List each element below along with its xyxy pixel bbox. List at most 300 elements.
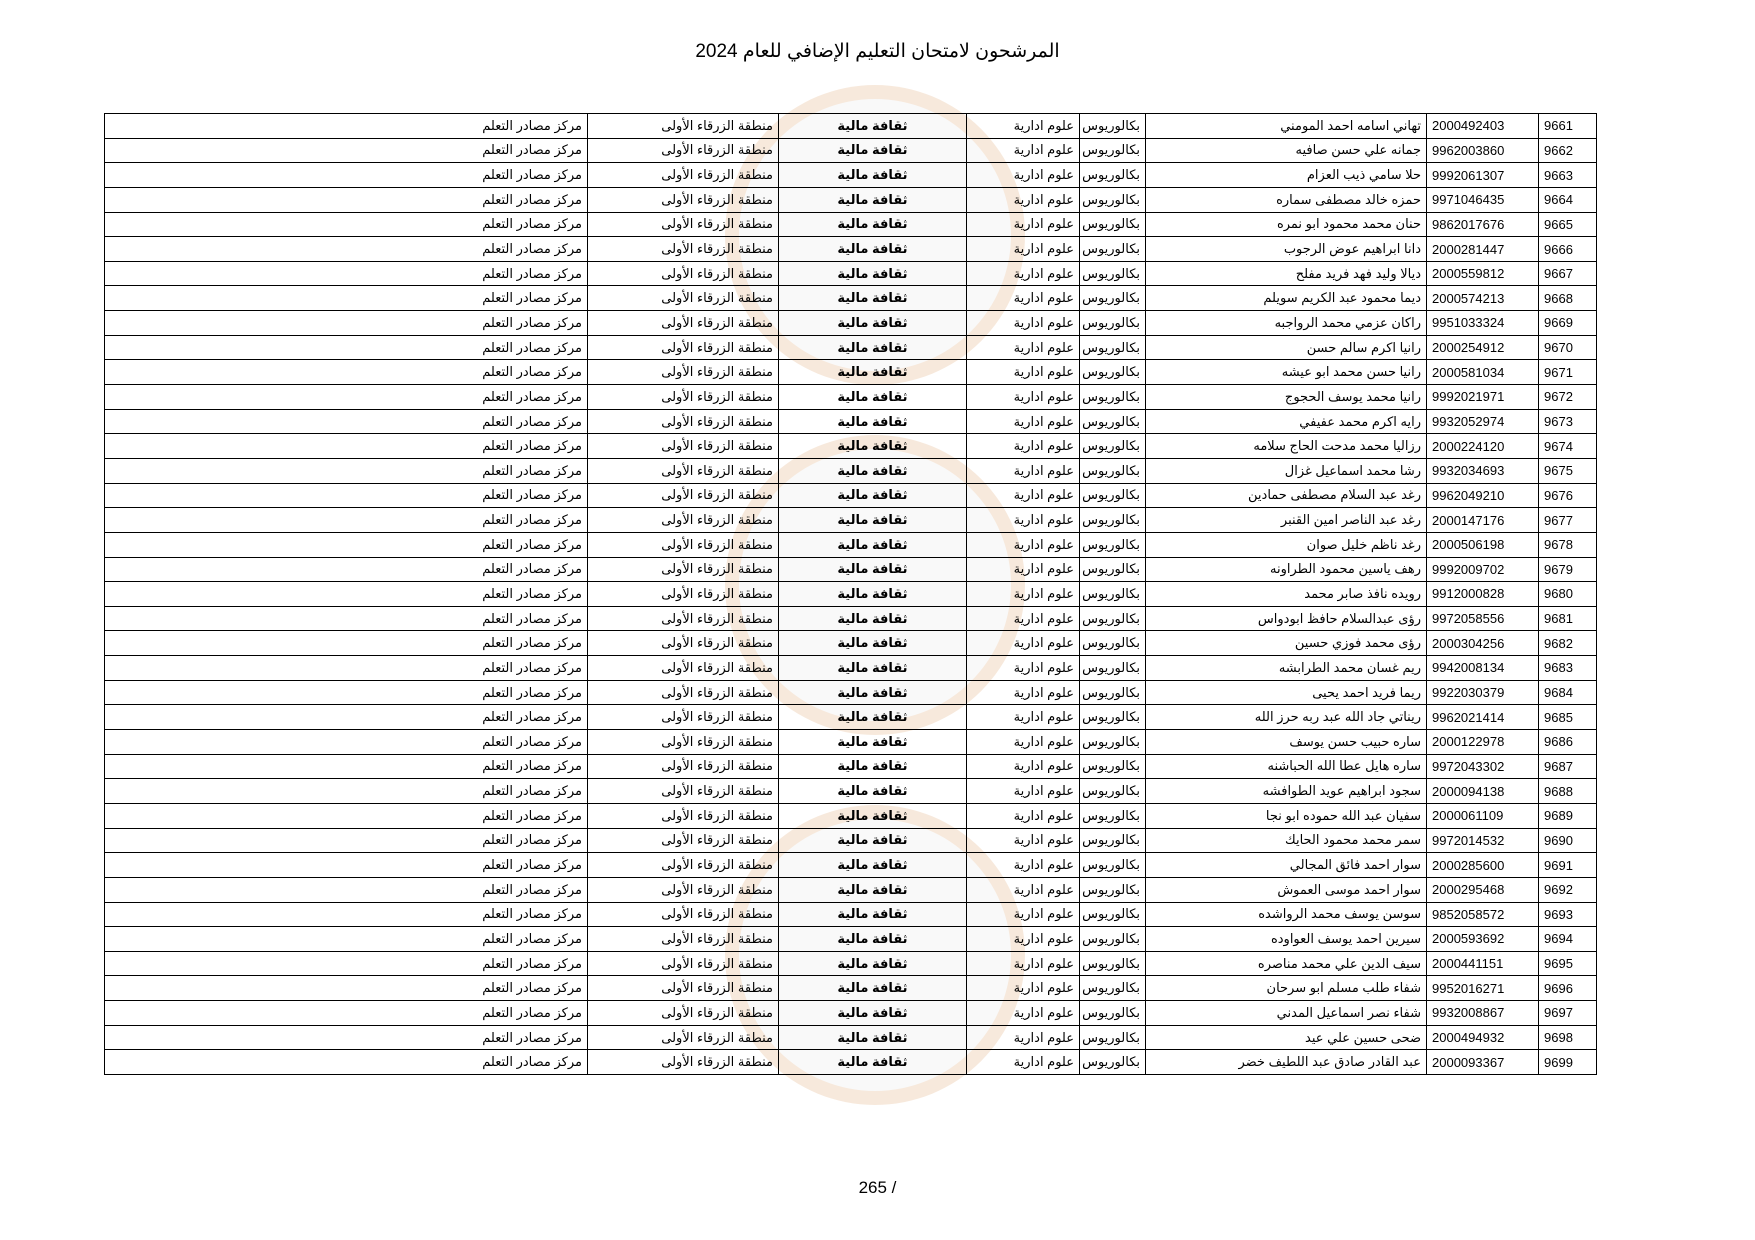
cell-category: ثقافة مالية: [779, 237, 967, 262]
cell-sequence: 9699: [1539, 1050, 1597, 1075]
cell-region: منطقة الزرقاء الأولى: [588, 582, 779, 607]
page-number: 265 /: [858, 1178, 897, 1197]
candidates-table: [104, 113, 1597, 1075]
cell-sequence: 9684: [1539, 680, 1597, 705]
cell-national-id: 9992061307: [1427, 163, 1539, 188]
cell-region: منطقة الزرقاء الأولى: [588, 434, 779, 459]
cell-category: ثقافة مالية: [779, 853, 967, 878]
table-row: [105, 680, 1597, 705]
cell-degree: بكالوريوس: [1080, 582, 1146, 607]
cell-degree: بكالوريوس: [1080, 828, 1146, 853]
cell-national-id: 2000574213: [1427, 286, 1539, 311]
cell-category: ثقافة مالية: [779, 138, 967, 163]
table-row: [105, 1001, 1597, 1026]
cell-national-id: 2000494932: [1427, 1025, 1539, 1050]
cell-candidate-name: ريناتي جاد الله عبد ربه حرز الله: [1146, 705, 1427, 730]
cell-field: علوم ادارية: [967, 754, 1080, 779]
cell-national-id: 2000285600: [1427, 853, 1539, 878]
cell-exam-center: مركز مصادر التعلم: [105, 606, 588, 631]
cell-national-id: 9852058572: [1427, 902, 1539, 927]
cell-region: منطقة الزرقاء الأولى: [588, 1025, 779, 1050]
cell-candidate-name: رايه اكرم محمد عفيفي: [1146, 409, 1427, 434]
table-row: [105, 902, 1597, 927]
cell-field: علوم ادارية: [967, 1001, 1080, 1026]
cell-candidate-name: سفيان عبد الله حموده ابو نجا: [1146, 803, 1427, 828]
cell-degree: بكالوريوس: [1080, 877, 1146, 902]
cell-sequence: 9662: [1539, 138, 1597, 163]
cell-exam-center: مركز مصادر التعلم: [105, 1001, 588, 1026]
cell-exam-center: مركز مصادر التعلم: [105, 385, 588, 410]
cell-region: منطقة الزرقاء الأولى: [588, 138, 779, 163]
cell-candidate-name: حنان محمد محمود ابو نمره: [1146, 212, 1427, 237]
cell-sequence: 9671: [1539, 360, 1597, 385]
cell-sequence: 9682: [1539, 631, 1597, 656]
cell-exam-center: مركز مصادر التعلم: [105, 237, 588, 262]
cell-national-id: 2000559812: [1427, 261, 1539, 286]
cell-region: منطقة الزرقاء الأولى: [588, 532, 779, 557]
cell-degree: بكالوريوس: [1080, 212, 1146, 237]
cell-category: ثقافة مالية: [779, 754, 967, 779]
cell-category: ثقافة مالية: [779, 409, 967, 434]
cell-degree: بكالوريوس: [1080, 114, 1146, 139]
cell-category: ثقافة مالية: [779, 779, 967, 804]
cell-national-id: 2000094138: [1427, 779, 1539, 804]
cell-field: علوم ادارية: [967, 261, 1080, 286]
cell-exam-center: مركز مصادر التعلم: [105, 212, 588, 237]
cell-sequence: 9663: [1539, 163, 1597, 188]
cell-category: ثقافة مالية: [779, 114, 967, 139]
table-row: [105, 508, 1597, 533]
cell-region: منطقة الزرقاء الأولى: [588, 730, 779, 755]
cell-degree: بكالوريوس: [1080, 434, 1146, 459]
cell-category: ثقافة مالية: [779, 951, 967, 976]
cell-sequence: 9689: [1539, 803, 1597, 828]
cell-candidate-name: سيف الدين علي محمد مناصره: [1146, 951, 1427, 976]
cell-category: ثقافة مالية: [779, 902, 967, 927]
cell-sequence: 9666: [1539, 237, 1597, 262]
cell-exam-center: مركز مصادر التعلم: [105, 261, 588, 286]
cell-sequence: 9691: [1539, 853, 1597, 878]
cell-degree: بكالوريوس: [1080, 779, 1146, 804]
cell-field: علوم ادارية: [967, 409, 1080, 434]
cell-region: منطقة الزرقاء الأولى: [588, 754, 779, 779]
cell-field: علوم ادارية: [967, 1025, 1080, 1050]
cell-candidate-name: رانيا محمد يوسف الحجوج: [1146, 385, 1427, 410]
cell-exam-center: مركز مصادر التعلم: [105, 187, 588, 212]
cell-category: ثقافة مالية: [779, 335, 967, 360]
table-row: [105, 1050, 1597, 1075]
table-row: [105, 853, 1597, 878]
cell-candidate-name: ديما محمود عبد الكريم سويلم: [1146, 286, 1427, 311]
cell-candidate-name: سيرين احمد يوسف العواوده: [1146, 927, 1427, 952]
cell-candidate-name: رزاليا محمد مدحت الحاج سلامه: [1146, 434, 1427, 459]
cell-region: منطقة الزرقاء الأولى: [588, 680, 779, 705]
cell-sequence: 9674: [1539, 434, 1597, 459]
cell-candidate-name: ريما فريد احمد يحيى: [1146, 680, 1427, 705]
cell-sequence: 9678: [1539, 532, 1597, 557]
cell-candidate-name: شفاء نصر اسماعيل المدني: [1146, 1001, 1427, 1026]
cell-exam-center: مركز مصادر التعلم: [105, 754, 588, 779]
cell-national-id: 9862017676: [1427, 212, 1539, 237]
cell-exam-center: مركز مصادر التعلم: [105, 853, 588, 878]
cell-category: ثقافة مالية: [779, 163, 967, 188]
cell-candidate-name: حمزه خالد مصطفى سماره: [1146, 187, 1427, 212]
cell-category: ثقافة مالية: [779, 261, 967, 286]
table-row: [105, 434, 1597, 459]
cell-region: منطقة الزرقاء الأولى: [588, 779, 779, 804]
cell-exam-center: مركز مصادر التعلم: [105, 163, 588, 188]
cell-degree: بكالوريوس: [1080, 1050, 1146, 1075]
cell-degree: بكالوريوس: [1080, 163, 1146, 188]
table-row: [105, 582, 1597, 607]
cell-field: علوم ادارية: [967, 483, 1080, 508]
cell-region: منطقة الزرقاء الأولى: [588, 1050, 779, 1075]
page-title: المرشحون لامتحان التعليم الإضافي للعام 2024: [695, 41, 1060, 62]
cell-exam-center: مركز مصادر التعلم: [105, 335, 588, 360]
cell-degree: بكالوريوس: [1080, 705, 1146, 730]
cell-candidate-name: ريم غسان محمد الطرابشه: [1146, 656, 1427, 681]
cell-sequence: 9693: [1539, 902, 1597, 927]
cell-category: ثقافة مالية: [779, 286, 967, 311]
table-row: [105, 237, 1597, 262]
cell-category: ثقافة مالية: [779, 483, 967, 508]
cell-field: علوم ادارية: [967, 877, 1080, 902]
cell-field: علوم ادارية: [967, 508, 1080, 533]
cell-region: منطقة الزرقاء الأولى: [588, 631, 779, 656]
cell-sequence: 9669: [1539, 311, 1597, 336]
cell-exam-center: مركز مصادر التعلم: [105, 311, 588, 336]
cell-region: منطقة الزرقاء الأولى: [588, 458, 779, 483]
cell-national-id: 2000224120: [1427, 434, 1539, 459]
cell-category: ثقافة مالية: [779, 976, 967, 1001]
cell-category: ثقافة مالية: [779, 680, 967, 705]
cell-exam-center: مركز مصادر التعلم: [105, 114, 588, 139]
cell-degree: بكالوريوس: [1080, 138, 1146, 163]
cell-category: ثقافة مالية: [779, 508, 967, 533]
table-row: [105, 187, 1597, 212]
table-row: [105, 114, 1597, 139]
cell-field: علوم ادارية: [967, 606, 1080, 631]
cell-national-id: 9972043302: [1427, 754, 1539, 779]
table-row: [105, 138, 1597, 163]
cell-category: ثقافة مالية: [779, 532, 967, 557]
cell-degree: بكالوريوس: [1080, 976, 1146, 1001]
table-row: [105, 385, 1597, 410]
cell-candidate-name: ساره حبيب حسن يوسف: [1146, 730, 1427, 755]
cell-field: علوم ادارية: [967, 779, 1080, 804]
cell-degree: بكالوريوس: [1080, 927, 1146, 952]
cell-sequence: 9680: [1539, 582, 1597, 607]
cell-field: علوم ادارية: [967, 557, 1080, 582]
cell-candidate-name: رانيا حسن محمد ابو عيشه: [1146, 360, 1427, 385]
cell-sequence: 9681: [1539, 606, 1597, 631]
cell-candidate-name: رغد ناظم خليل صوان: [1146, 532, 1427, 557]
cell-exam-center: مركز مصادر التعلم: [105, 557, 588, 582]
cell-national-id: 9952016271: [1427, 976, 1539, 1001]
cell-category: ثقافة مالية: [779, 631, 967, 656]
cell-degree: بكالوريوس: [1080, 483, 1146, 508]
cell-exam-center: مركز مصادر التعلم: [105, 1050, 588, 1075]
cell-candidate-name: رهف ياسين محمود الطراونه: [1146, 557, 1427, 582]
cell-field: علوم ادارية: [967, 163, 1080, 188]
cell-degree: بكالوريوس: [1080, 853, 1146, 878]
cell-region: منطقة الزرقاء الأولى: [588, 803, 779, 828]
cell-candidate-name: سمر محمد محمود الحايك: [1146, 828, 1427, 853]
cell-field: علوم ادارية: [967, 138, 1080, 163]
cell-candidate-name: رشا محمد اسماعيل غزال: [1146, 458, 1427, 483]
cell-field: علوم ادارية: [967, 237, 1080, 262]
cell-region: منطقة الزرقاء الأولى: [588, 335, 779, 360]
table-row: [105, 828, 1597, 853]
cell-degree: بكالوريوس: [1080, 1001, 1146, 1026]
cell-region: منطقة الزرقاء الأولى: [588, 409, 779, 434]
cell-degree: بكالوريوس: [1080, 261, 1146, 286]
cell-category: ثقافة مالية: [779, 311, 967, 336]
cell-field: علوم ادارية: [967, 434, 1080, 459]
cell-field: علوم ادارية: [967, 730, 1080, 755]
cell-candidate-name: سوار احمد موسى العموش: [1146, 877, 1427, 902]
cell-exam-center: مركز مصادر التعلم: [105, 730, 588, 755]
cell-national-id: 2000295468: [1427, 877, 1539, 902]
cell-candidate-name: رويده نافذ صابر محمد: [1146, 582, 1427, 607]
cell-national-id: 2000061109: [1427, 803, 1539, 828]
cell-exam-center: مركز مصادر التعلم: [105, 680, 588, 705]
cell-national-id: 2000304256: [1427, 631, 1539, 656]
cell-region: منطقة الزرقاء الأولى: [588, 902, 779, 927]
cell-national-id: 2000122978: [1427, 730, 1539, 755]
cell-sequence: 9676: [1539, 483, 1597, 508]
cell-category: ثقافة مالية: [779, 730, 967, 755]
cell-exam-center: مركز مصادر التعلم: [105, 286, 588, 311]
cell-field: علوم ادارية: [967, 114, 1080, 139]
cell-national-id: 9962021414: [1427, 705, 1539, 730]
cell-category: ثقافة مالية: [779, 1001, 967, 1026]
cell-exam-center: مركز مصادر التعلم: [105, 508, 588, 533]
cell-sequence: 9673: [1539, 409, 1597, 434]
cell-degree: بكالوريوس: [1080, 656, 1146, 681]
cell-field: علوم ادارية: [967, 853, 1080, 878]
cell-region: منطقة الزرقاء الأولى: [588, 656, 779, 681]
cell-exam-center: مركز مصادر التعلم: [105, 705, 588, 730]
cell-field: علوم ادارية: [967, 582, 1080, 607]
table-row: [105, 458, 1597, 483]
cell-sequence: 9695: [1539, 951, 1597, 976]
cell-category: ثقافة مالية: [779, 705, 967, 730]
cell-candidate-name: راكان عزمي محمد الرواجبه: [1146, 311, 1427, 336]
cell-exam-center: مركز مصادر التعلم: [105, 360, 588, 385]
cell-national-id: 9932008867: [1427, 1001, 1539, 1026]
cell-candidate-name: دانا ابراهيم عوض الرجوب: [1146, 237, 1427, 262]
cell-category: ثقافة مالية: [779, 458, 967, 483]
cell-candidate-name: تهاني اسامه احمد المومني: [1146, 114, 1427, 139]
cell-degree: بكالوريوس: [1080, 730, 1146, 755]
table-row: [105, 163, 1597, 188]
cell-field: علوم ادارية: [967, 532, 1080, 557]
cell-degree: بكالوريوس: [1080, 385, 1146, 410]
cell-region: منطقة الزرقاء الأولى: [588, 360, 779, 385]
cell-region: منطقة الزرقاء الأولى: [588, 557, 779, 582]
cell-national-id: 2000254912: [1427, 335, 1539, 360]
cell-exam-center: مركز مصادر التعلم: [105, 532, 588, 557]
cell-field: علوم ادارية: [967, 656, 1080, 681]
cell-sequence: 9697: [1539, 1001, 1597, 1026]
cell-category: ثقافة مالية: [779, 606, 967, 631]
cell-degree: بكالوريوس: [1080, 409, 1146, 434]
cell-field: علوم ادارية: [967, 187, 1080, 212]
cell-field: علوم ادارية: [967, 458, 1080, 483]
cell-degree: بكالوريوس: [1080, 286, 1146, 311]
cell-national-id: 9971046435: [1427, 187, 1539, 212]
cell-field: علوم ادارية: [967, 286, 1080, 311]
cell-exam-center: مركز مصادر التعلم: [105, 582, 588, 607]
cell-national-id: 2000506198: [1427, 532, 1539, 557]
table-row: [105, 803, 1597, 828]
cell-degree: بكالوريوس: [1080, 902, 1146, 927]
cell-sequence: 9670: [1539, 335, 1597, 360]
cell-national-id: 9972058556: [1427, 606, 1539, 631]
cell-national-id: 9992021971: [1427, 385, 1539, 410]
cell-national-id: 2000492403: [1427, 114, 1539, 139]
cell-sequence: 9687: [1539, 754, 1597, 779]
cell-region: منطقة الزرقاء الأولى: [588, 1001, 779, 1026]
cell-sequence: 9661: [1539, 114, 1597, 139]
cell-candidate-name: سجود ابراهيم عويد الطوافشه: [1146, 779, 1427, 804]
cell-field: علوم ادارية: [967, 828, 1080, 853]
cell-sequence: 9675: [1539, 458, 1597, 483]
cell-region: منطقة الزرقاء الأولى: [588, 187, 779, 212]
cell-sequence: 9667: [1539, 261, 1597, 286]
cell-region: منطقة الزرقاء الأولى: [588, 927, 779, 952]
cell-national-id: 9972014532: [1427, 828, 1539, 853]
cell-category: ثقافة مالية: [779, 656, 967, 681]
cell-candidate-name: رؤى محمد فوزي حسين: [1146, 631, 1427, 656]
table-row: [105, 730, 1597, 755]
table-row: [105, 631, 1597, 656]
cell-sequence: 9685: [1539, 705, 1597, 730]
cell-sequence: 9690: [1539, 828, 1597, 853]
table-row: [105, 532, 1597, 557]
cell-sequence: 9677: [1539, 508, 1597, 533]
table-row: [105, 335, 1597, 360]
cell-region: منطقة الزرقاء الأولى: [588, 311, 779, 336]
cell-category: ثقافة مالية: [779, 434, 967, 459]
cell-national-id: 2000093367: [1427, 1050, 1539, 1075]
cell-degree: بكالوريوس: [1080, 237, 1146, 262]
cell-national-id: 9932034693: [1427, 458, 1539, 483]
cell-exam-center: مركز مصادر التعلم: [105, 976, 588, 1001]
cell-degree: بكالوريوس: [1080, 187, 1146, 212]
cell-category: ثقافة مالية: [779, 828, 967, 853]
cell-sequence: 9692: [1539, 877, 1597, 902]
cell-exam-center: مركز مصادر التعلم: [105, 631, 588, 656]
cell-category: ثقافة مالية: [779, 582, 967, 607]
cell-candidate-name: سوسن يوسف محمد الرواشده: [1146, 902, 1427, 927]
cell-field: علوم ادارية: [967, 360, 1080, 385]
cell-national-id: 9992009702: [1427, 557, 1539, 582]
cell-candidate-name: ديالا وليد فهد فريد مفلح: [1146, 261, 1427, 286]
cell-region: منطقة الزرقاء الأولى: [588, 237, 779, 262]
table-row: [105, 557, 1597, 582]
cell-exam-center: مركز مصادر التعلم: [105, 483, 588, 508]
cell-exam-center: مركز مصادر التعلم: [105, 828, 588, 853]
cell-national-id: 9912000828: [1427, 582, 1539, 607]
cell-category: ثقافة مالية: [779, 803, 967, 828]
cell-category: ثقافة مالية: [779, 557, 967, 582]
cell-degree: بكالوريوس: [1080, 360, 1146, 385]
table-row: [105, 877, 1597, 902]
table-row: [105, 360, 1597, 385]
cell-candidate-name: رغد عبد السلام مصطفى حمادين: [1146, 483, 1427, 508]
cell-field: علوم ادارية: [967, 631, 1080, 656]
cell-candidate-name: عبد القادر صادق عبد اللطيف خضر: [1146, 1050, 1427, 1075]
cell-field: علوم ادارية: [967, 902, 1080, 927]
cell-sequence: 9683: [1539, 656, 1597, 681]
cell-exam-center: مركز مصادر التعلم: [105, 434, 588, 459]
cell-field: علوم ادارية: [967, 803, 1080, 828]
cell-category: ثقافة مالية: [779, 187, 967, 212]
cell-degree: بكالوريوس: [1080, 951, 1146, 976]
cell-exam-center: مركز مصادر التعلم: [105, 803, 588, 828]
cell-category: ثقافة مالية: [779, 1050, 967, 1075]
cell-sequence: 9665: [1539, 212, 1597, 237]
cell-candidate-name: رغد عبد الناصر امين القنبر: [1146, 508, 1427, 533]
cell-sequence: 9686: [1539, 730, 1597, 755]
cell-exam-center: مركز مصادر التعلم: [105, 951, 588, 976]
table-row: [105, 1025, 1597, 1050]
cell-candidate-name: ضحى حسين علي عيد: [1146, 1025, 1427, 1050]
cell-national-id: 9942008134: [1427, 656, 1539, 681]
cell-candidate-name: سوار احمد فائق المجالي: [1146, 853, 1427, 878]
cell-region: منطقة الزرقاء الأولى: [588, 606, 779, 631]
table-row: [105, 705, 1597, 730]
cell-region: منطقة الزرقاء الأولى: [588, 114, 779, 139]
table-row: [105, 779, 1597, 804]
cell-exam-center: مركز مصادر التعلم: [105, 138, 588, 163]
cell-degree: بكالوريوس: [1080, 631, 1146, 656]
cell-exam-center: مركز مصادر التعلم: [105, 656, 588, 681]
cell-sequence: 9679: [1539, 557, 1597, 582]
cell-field: علوم ادارية: [967, 335, 1080, 360]
cell-sequence: 9698: [1539, 1025, 1597, 1050]
cell-region: منطقة الزرقاء الأولى: [588, 261, 779, 286]
cell-degree: بكالوريوس: [1080, 335, 1146, 360]
table-row: [105, 409, 1597, 434]
cell-national-id: 2000281447: [1427, 237, 1539, 262]
cell-category: ثقافة مالية: [779, 877, 967, 902]
cell-region: منطقة الزرقاء الأولى: [588, 385, 779, 410]
table-row: [105, 286, 1597, 311]
cell-candidate-name: حلا سامي ذيب العزام: [1146, 163, 1427, 188]
cell-region: منطقة الزرقاء الأولى: [588, 877, 779, 902]
table-row: [105, 483, 1597, 508]
cell-national-id: 9922030379: [1427, 680, 1539, 705]
cell-category: ثقافة مالية: [779, 360, 967, 385]
cell-sequence: 9672: [1539, 385, 1597, 410]
cell-degree: بكالوريوس: [1080, 803, 1146, 828]
cell-national-id: 2000441151: [1427, 951, 1539, 976]
cell-region: منطقة الزرقاء الأولى: [588, 163, 779, 188]
cell-sequence: 9688: [1539, 779, 1597, 804]
table-row: [105, 261, 1597, 286]
cell-region: منطقة الزرقاء الأولى: [588, 286, 779, 311]
cell-candidate-name: شفاء طلب مسلم ابو سرحان: [1146, 976, 1427, 1001]
table-row: [105, 311, 1597, 336]
cell-exam-center: مركز مصادر التعلم: [105, 458, 588, 483]
cell-degree: بكالوريوس: [1080, 311, 1146, 336]
cell-degree: بكالوريوس: [1080, 680, 1146, 705]
cell-national-id: 2000147176: [1427, 508, 1539, 533]
cell-field: علوم ادارية: [967, 705, 1080, 730]
